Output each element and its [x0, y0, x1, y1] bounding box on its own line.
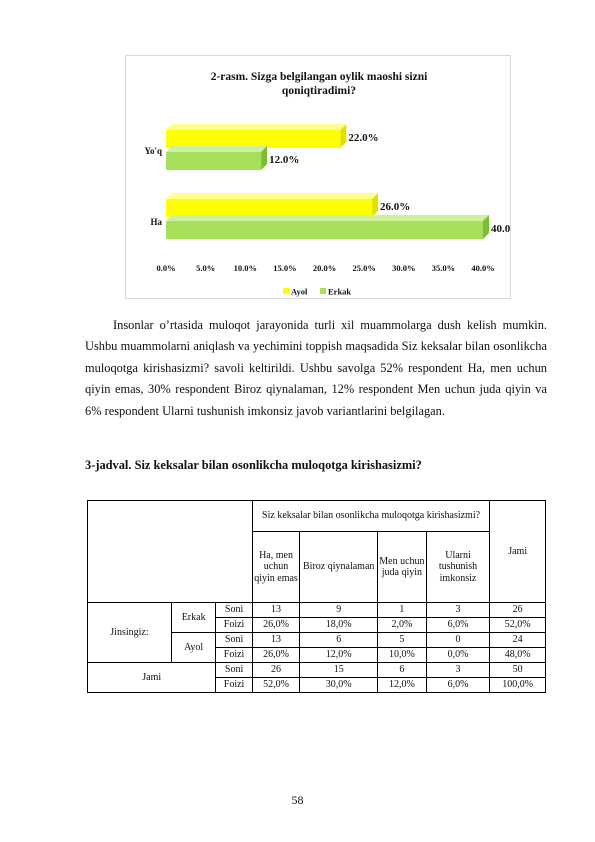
body-paragraph: Insonlar o’rtasida muloqot jarayonida turli xil muammolarga dush kelish mumkin. Ushbu muammolarni aniqlash va yechimini toppish maqsadida Siz keksalar bilan osonlikcha muloqotga kirishasizmi? savoli keltirildi. Ushbu savolga 52% respondent Ha, men uchun qiyin emas, 30% respondent Biroz qiynalaman, 12% respondent Men uchun juda qiyin va 6% respondent Ularni tushunish imkonsiz javob variantlarini belgilagan. [85, 318, 547, 418]
gender-label: Jinsingiz: [88, 603, 172, 663]
tick-label: 25.0% [352, 263, 376, 273]
bar [166, 152, 261, 170]
answer-header: Men uchun juda qiyin [378, 532, 427, 603]
table-cell: 6,0% [426, 618, 490, 633]
table-corner-cell [88, 501, 253, 603]
question-header: Siz keksalar bilan osonlikcha muloqotga kirishasizmi? [252, 501, 490, 532]
data-label: 22.0% [348, 132, 379, 144]
table-cell: 24 [490, 633, 546, 648]
table-cell: 5 [378, 633, 427, 648]
table-row [88, 663, 546, 678]
tick-label: 40.0% [471, 263, 495, 273]
measure-label: Soni [216, 603, 252, 618]
legend-label: Erkak [328, 286, 352, 297]
table-cell: 26,0% [252, 618, 300, 633]
category-label: Ha [150, 217, 162, 227]
table-cell: 13 [252, 633, 300, 648]
table-cell: 1 [378, 603, 427, 618]
tick-label: 35.0% [431, 263, 456, 273]
table-cell: 6 [378, 663, 427, 678]
table-cell: 52,0% [252, 678, 300, 693]
table-cell: 0,0% [426, 648, 490, 663]
table-cell: 0 [426, 633, 490, 648]
table-cell: 18,0% [300, 618, 378, 633]
tick-label: 15.0% [273, 263, 297, 273]
table-cell: 12,0% [300, 648, 378, 663]
table-cell: 13 [252, 603, 300, 618]
answer-header: Ularni tushunish imkonsiz [426, 532, 490, 603]
measure-label: Soni [216, 633, 252, 648]
bar-top [166, 215, 489, 221]
table-cell: 50 [490, 663, 546, 678]
category-label: Yo'q [144, 146, 162, 156]
table-cell: 3 [426, 603, 490, 618]
tick-label: 0.0% [156, 263, 176, 273]
measure-label: Foizi [216, 618, 252, 633]
legend-swatch [320, 288, 326, 294]
measure-label: Soni [216, 663, 252, 678]
table-cell: 10,0% [378, 648, 427, 663]
table-cell: 100,0% [490, 678, 546, 693]
bar-top [166, 193, 378, 199]
table-cell: 6 [300, 633, 378, 648]
tick-label: 20.0% [312, 263, 337, 273]
survey-chart [125, 55, 511, 299]
total-row-label: Jami [88, 663, 216, 693]
measure-label: Foizi [216, 648, 252, 663]
total-header: Jami [490, 501, 546, 603]
bar [166, 130, 340, 148]
data-label: 26.0% [380, 201, 411, 213]
answer-header: Biroz qiynalaman [300, 532, 378, 603]
bar-chart [126, 56, 512, 300]
survey-table [87, 500, 546, 693]
table-cell: 26 [252, 663, 300, 678]
tick-label: 30.0% [392, 263, 416, 273]
answer-header: Ha, men uchun qiyin emas [252, 532, 300, 603]
chart-title: 2-rasm. Sizga belgilangan oylik maoshi sizni [210, 71, 428, 83]
table-cell: 3 [426, 663, 490, 678]
bar-top [166, 146, 267, 152]
table-cell: 2,0% [378, 618, 427, 633]
table-row [88, 603, 546, 618]
table-cell: 12,0% [378, 678, 427, 693]
legend-swatch [283, 288, 289, 294]
measure-label: Foizi [216, 678, 252, 693]
legend-label: Ayol [291, 286, 308, 297]
bar [166, 221, 483, 239]
table-cell: 52,0% [490, 618, 546, 633]
tick-label: 5.0% [196, 263, 216, 273]
data-label: 12.0% [269, 154, 300, 166]
table-cell: 30,0% [300, 678, 378, 693]
table-cell: 9 [300, 603, 378, 618]
table-cell: 26,0% [252, 648, 300, 663]
group-label: Ayol [171, 633, 215, 663]
table-cell: 15 [300, 663, 378, 678]
data-label: 40.0 [491, 223, 511, 235]
chart-title: qoniqtiradimi? [281, 85, 357, 97]
group-label: Erkak [171, 603, 215, 633]
table-cell: 6,0% [426, 678, 490, 693]
tick-label: 10.0% [233, 263, 257, 273]
table-cell: 48,0% [490, 648, 546, 663]
page-number: 58 [291, 793, 304, 807]
bar [166, 199, 372, 217]
table-cell: 26 [490, 603, 546, 618]
table-caption: 3-jadval. Siz keksalar bilan osonlikcha muloqotga kirishasizmi? [85, 458, 422, 472]
bar-top [166, 124, 346, 130]
